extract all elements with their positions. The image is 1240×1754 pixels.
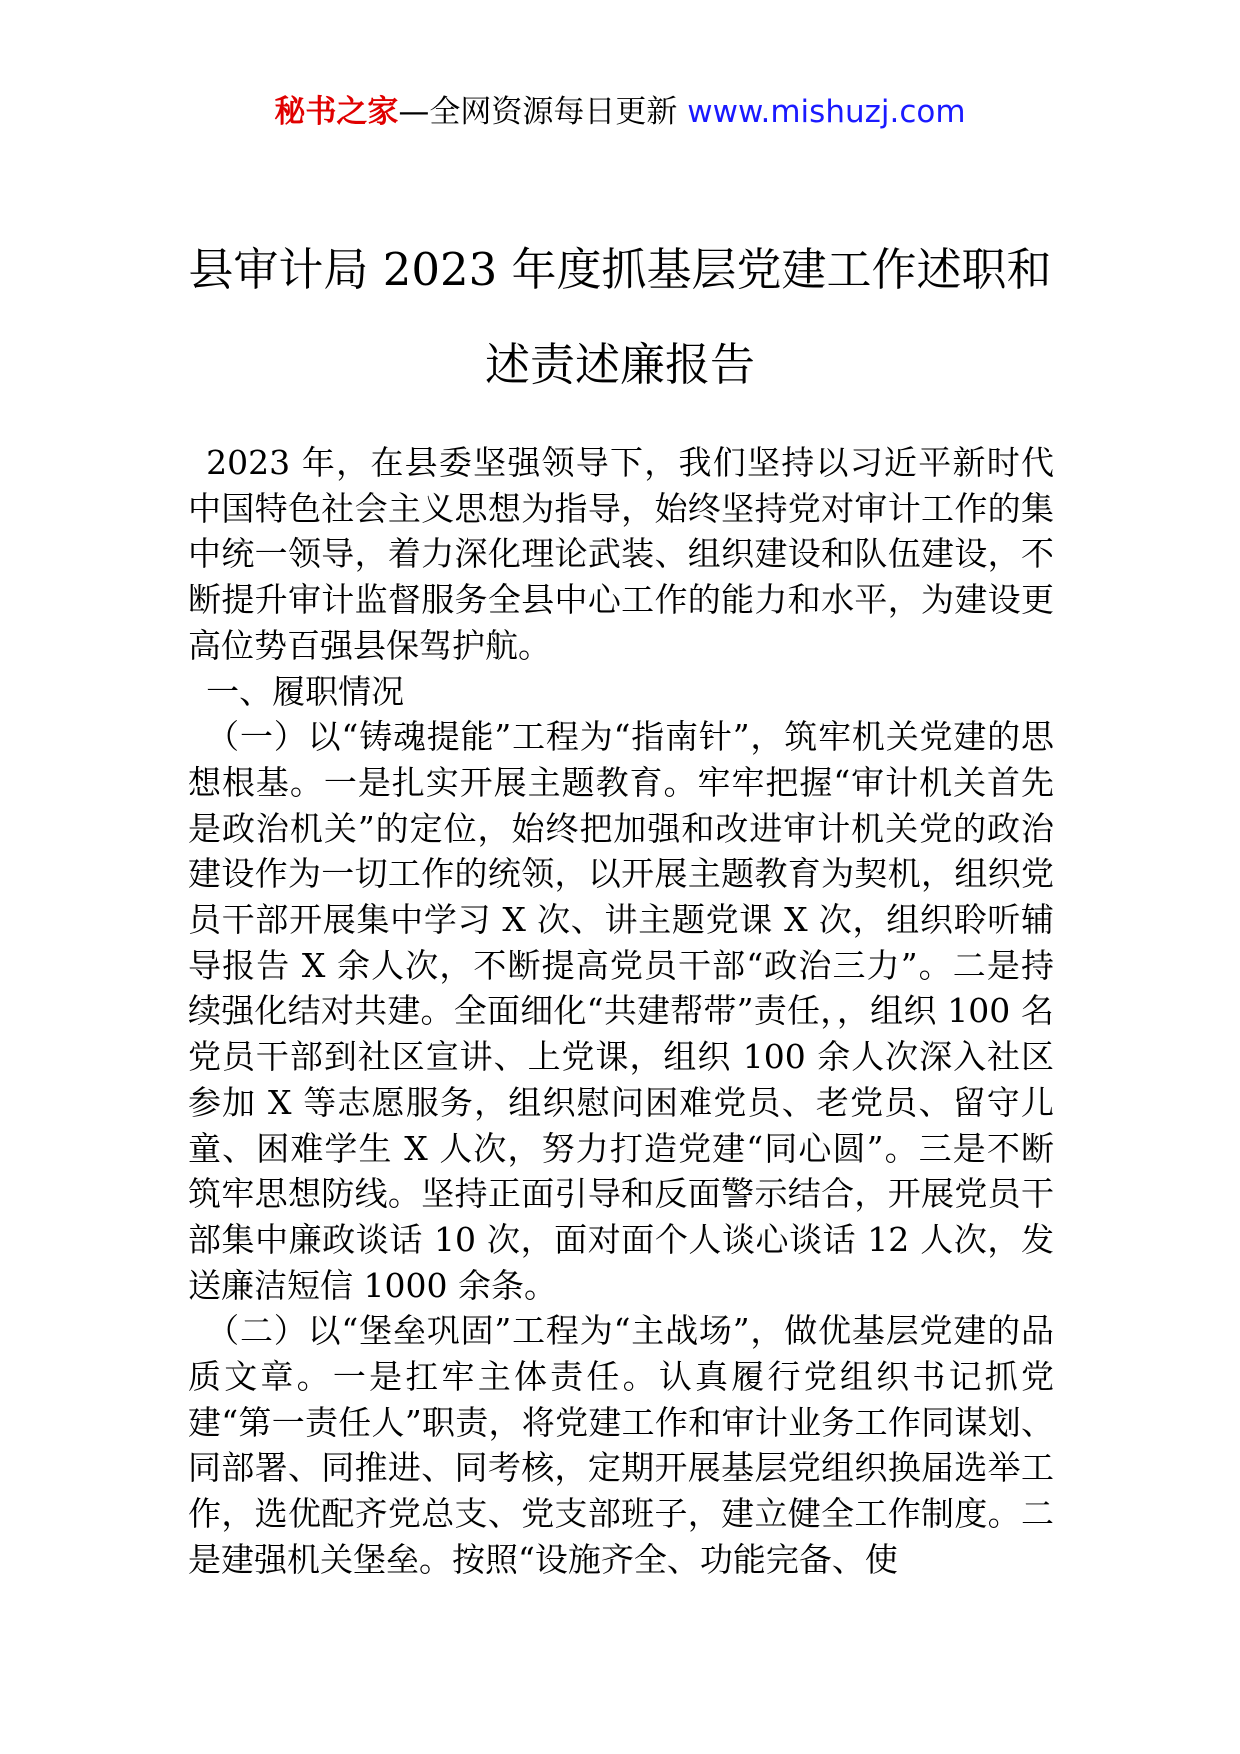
document-body <box>188 440 1054 1583</box>
header-tagline: —全网资源每日更新 <box>398 94 678 130</box>
site-header <box>0 92 1240 132</box>
body-paragraph: （一）以“铸魂提能”工程为“指南针”，筑牢机关党建的思想根基。一是扎实开展主题教育。牢牢把握“审计机关首先是政治机关”的定位，始终把加强和改进审计机关党的政治建设作为一切工作的统领，以开展主题教育为契机，组织党员干部开展集中学习 X 次、讲主题党课 X 次，组织聆听辅导报告 X 余人次，不断提高党员干部“政治三力”。二是持续强化结对共建。全面细化“共建帮带”责任，，组织 100 名党员干部到社区宣讲、上党课，组织 100 余人次深入社区参加 X 等志愿服务，组织慰问困难党员、老党员、留守儿童、困难学生 X 人次，努力打造党建“同心圆”。三是不断筑牢思想防线。坚持正面引导和反面警示结合，开展党员干部集中廉政谈话 10 次，面对面个人谈心谈话 12 人次，发送廉洁短信 1000 余条。 <box>188 717 1054 1305</box>
intro-paragraph: 2023 年，在县委坚强领导下，我们坚持以习近平新时代中国特色社会主义思想为指导，始终坚持党对审计工作的集中统一领导，着力深化理论武装、组织建设和队伍建设，不断提升审计监督服务全县中心工作的能力和水平，为建设更高位势百强县保驾护航。 <box>188 443 1054 665</box>
body-paragraph: （二）以“堡垒巩固”工程为“主战场”，做优基层党建的品质文章。一是扛牢主体责任。认真履行党组织书记抓党建“第一责任人”职责，将党建工作和审计业务工作同谋划、同部署、同推进、同考核，定期开展基层党组织换届选举工作，选优配齐党总支、党支部班子，建立健全工作制度。二是建强机关堡垒。按照“设施齐全、功能完备、使 <box>188 1311 1054 1579</box>
section-heading: 一、履职情况 <box>206 671 405 711</box>
website-link[interactable]: www.mishuzj.com <box>687 94 966 130</box>
brand-name: 秘书之家 <box>274 94 399 130</box>
document-title <box>0 222 1240 412</box>
title-line-1: 县审计局 2023 年度抓基层党建工作述职和 <box>188 243 1052 296</box>
title-line-2: 述责述廉报告 <box>484 338 755 391</box>
